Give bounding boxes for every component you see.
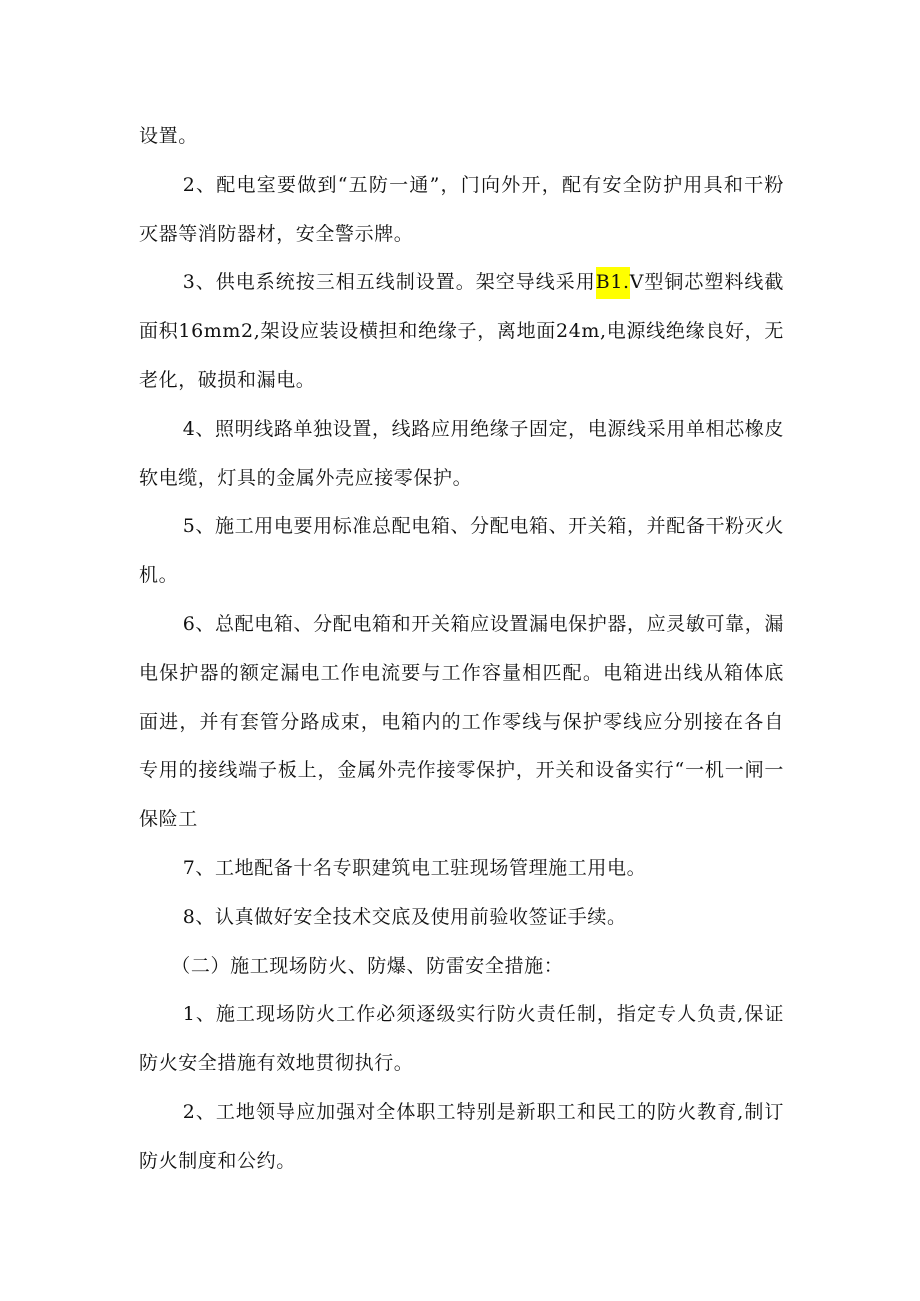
paragraph-item-5: 5、施工用电要用标准总配电箱、分配电箱、开关箱，并配备干粉灭火机。 xyxy=(139,515,784,587)
paragraph-item-3-before: 3、供电系统按三相五线制设置。架空导线采用 xyxy=(182,271,596,294)
section-heading: （二）施工现场防火、防爆、防雷安全措施： xyxy=(171,954,564,977)
paragraph-fire-item-2: 2、工地领导应加强对全体职工特别是新职工和民工的防火教育,制订防火制度和公约。 xyxy=(139,1100,784,1172)
paragraph-continuation: 设置。 xyxy=(139,125,198,147)
highlighted-text: B1. xyxy=(596,267,630,299)
paragraph-item-6: 6、总配电箱、分配电箱和开关箱应设置漏电保护器，应灵敏可靠，漏电保护器的额定漏电工作电流要与工作容量相匹配。电箱进出线从箱体底面进，并有套管分路成束，电箱内的工作零线与保护零线应分别接在各自专用的接线端子板上，金属外壳作接零保护，开关和设备实行“一机一闸一保险工 xyxy=(139,612,784,831)
document-body xyxy=(139,112,784,1186)
paragraph-fire-item-1: 1、施工现场防火工作必须逐级实行防火责任制，指定专人负责,保证防火安全措施有效地贯彻执行。 xyxy=(139,1003,784,1075)
paragraph-item-4: 4、照明线路单独设置，线路应用绝缘子固定，电源线采用单相芯橡皮软电缆，灯具的金属外壳应接零保护。 xyxy=(139,417,784,489)
paragraph-item-3 xyxy=(139,258,784,404)
paragraph-item-2: 2、配电室要做到“五防一通”，门向外开，配有安全防护用具和干粉灭器等消防器材，安全警示牌。 xyxy=(139,173,784,245)
paragraph-item-7: 7、工地配备十名专职建筑电工驻现场管理施工用电。 xyxy=(182,856,647,879)
paragraph-item-3-after: V型铜芯塑料线截面积16mm2,架设应装设横担和绝缘子，离地面24m,电源线绝缘良好，无老化，破损和漏电。 xyxy=(139,271,784,391)
paragraph-item-8: 8、认真做好安全技术交底及使用前验收签证手续。 xyxy=(182,905,627,928)
